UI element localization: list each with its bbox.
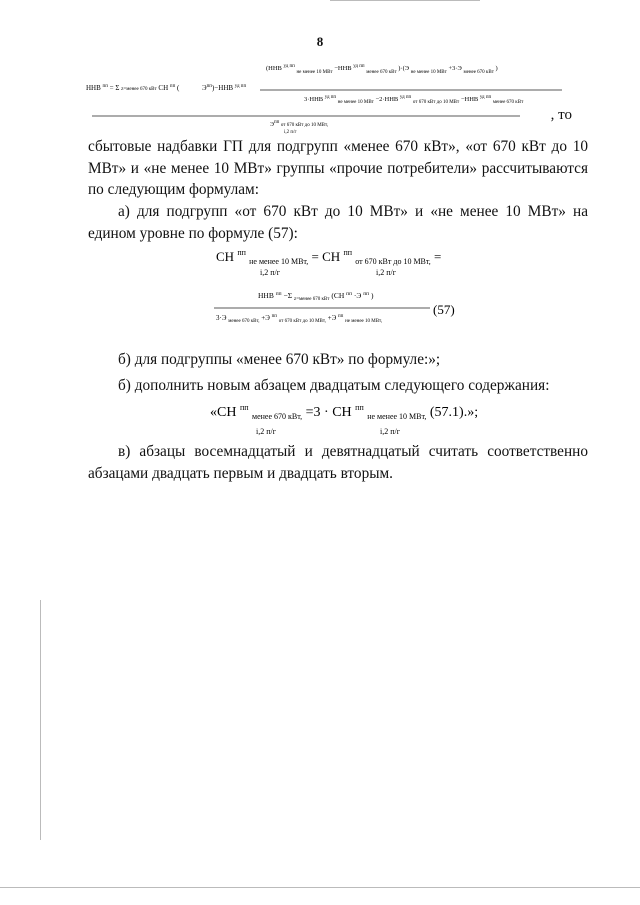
scan-edge-line [330,0,480,1]
page-number: 8 [316,34,324,49]
scan-edge-line [40,600,41,840]
paragraph-4: б) дополнить новым абзацем двадцатым следующего содержания: [118,377,550,394]
svg-text:СН пп не менее 10 МВт,: СН $^{пп}$ $_{не менее 10 МВт,}$ = СН $^{пп}$ $_{от 670 кВт до 10 МВт,}$ = [216,248,442,266]
paragraph-3: б) для подгруппы «менее 670 кВт» по формуле:»; [118,351,441,368]
formula-big-tail: , то [550,107,572,123]
formula-big-mid: $Э^{пп})-ННВ$ $^{уд пп}$ [202,84,247,92]
paragraph-5: в) абзацы восемнадцатый и девятнадцатый считать соответственно абзацами двадцать первым и двадцать вторым. [88,443,588,482]
formula-57-denominator: 3·Э $_{менее 670 кВт,}$ +Э $^{пп}$ $_{от 670 кВт до 10 МВт,}$ +Э $^{пп}$ $_{не менее 10 МВт,}$ [216,314,383,324]
formula-big [84,60,564,135]
formula-big-bottom: $Э^{пп}$ $_{от 670 кВт до 10 МВт,}$ [270,120,329,128]
paragraph-1: сбытовые надбавки ГП для подгрупп «менее 670 кВт», «от 670 кВт до 10 МВт» и «не менее 10 МВт» группы «прочие потребители» рассчитываются по следующим формулам: [88,138,588,198]
formula-57-label: (57) [433,302,455,317]
svg-text:i,2 п/г: i,2 п/г [380,427,401,436]
formula-57 [200,244,500,344]
formula-big-lhs: ННВ $^{пп}$ = Σ z=менее 670 кВт СН $^{пп}$ ( [86,84,180,92]
svg-text:i,2 п/г: i,2 п/г [284,130,297,135]
formula-57-1-label: (57.1).»; [429,405,479,420]
formula-big-numerator: (ННВ $^{уд пп}$ $_{не менее 10 МВт}$ −ННВ $^{уд пп}$ $_{менее 670 кВт}$ )·(Э $_{не менее 10 МВт}$ +3·Э $_{менее 670 кВт}$ ) [266,64,498,75]
svg-text:i,2 п/г: i,2 п/г [376,268,397,277]
formula-big-denominator: 3·ННВ $^{уд пп}$ $_{не менее 10 МВт}$ −2·ННВ $^{уд пп}$ $_{от 670 кВт до 10 МВт}$ −ННВ $^{уд пп}$ $_{менее 670 кВт}$ [304,95,524,105]
paragraph-2: а) для подгрупп «от 670 кВт до 10 МВт» и «не менее 10 МВт» на едином уровне по формуле (57): [88,203,588,242]
formula-57-numerator: ННВ $^{пп}$ −Σ $_{z=менее 670 кВт}$ (СН $^{пп}$ ·Э $^{пп}$ ) [258,291,374,302]
formula-57-1 [210,402,530,442]
svg-text:i,2 п/г: i,2 п/г [256,427,277,436]
scan-edge-line [0,887,640,888]
svg-text:i,2 п/г: i,2 п/г [260,268,281,277]
svg-text:«СН пп менее 670 кВт,: «СН $^{пп}$ $_{менее 670 кВт,}$ =3 · СН $^{пп}$ $_{не менее 10 МВт,}$ (57.1).»; [210,403,479,421]
